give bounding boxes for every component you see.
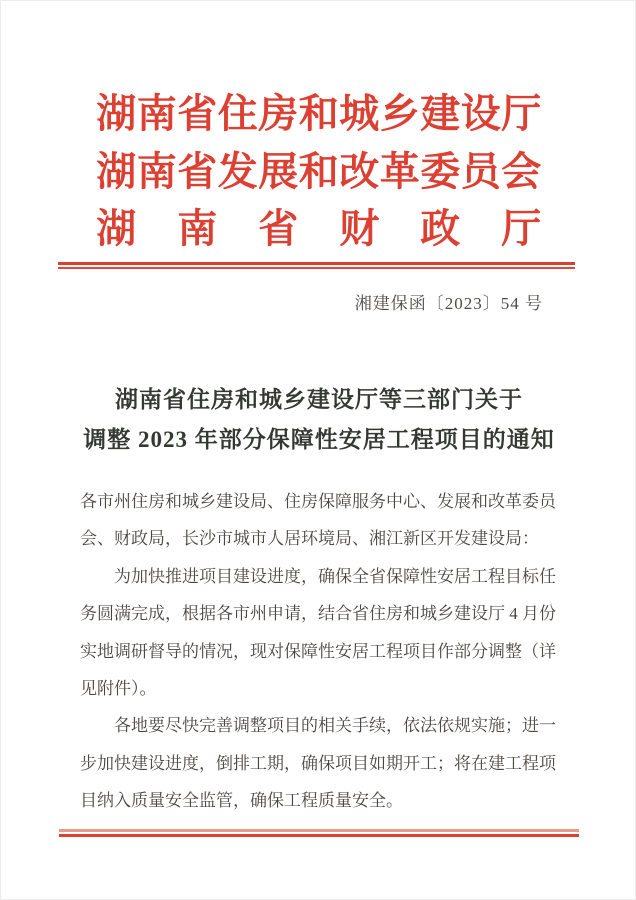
letterhead-agency-finance: 湖 南 省 财 政 厅 (96, 206, 542, 251)
document-number: 湘建保函〔2023〕54 号 (354, 294, 543, 313)
document-title-line1: 湖南省住房和城乡建设厅等三部门关于 (115, 387, 523, 412)
document-title (1, 380, 636, 459)
red-double-rule-top (58, 262, 575, 269)
letterhead (1, 85, 636, 258)
salutation-paragraph: 各市州住房和城乡建设局、住房保障服务中心、发展和改革委员会、财政局，长沙市城市人居环境局、湘江新区开发建设局： (80, 492, 556, 549)
red-double-rule-bottom (59, 829, 579, 837)
body-paragraph-2: 各地要尽快完善调整项目的相关手续，依法依规实施；进一步加快建设进度，倒排工期，确保项目如期开工；将在建工程项目纳入质量安全监管，确保工程质量安全。 (80, 716, 556, 811)
document-body (80, 483, 556, 820)
letterhead-agency-housing: 湖南省住房和城乡建设厅 (96, 91, 542, 136)
body-paragraph-1: 为加快推进项目建设进度，确保全省保障性安居工程目标任务圆满完成，根据各市州申请，结合省住房和城乡建设厅 4 月份实地调研督导的情况，现对保障性安居工程项目作部分调整（详见附件）。 (80, 566, 556, 699)
document-title-line2: 调整 2023 年部分保障性安居工程项目的通知 (83, 426, 555, 452)
letterhead-agency-development-reform: 湖南省发展和改革委员会 (96, 148, 542, 194)
